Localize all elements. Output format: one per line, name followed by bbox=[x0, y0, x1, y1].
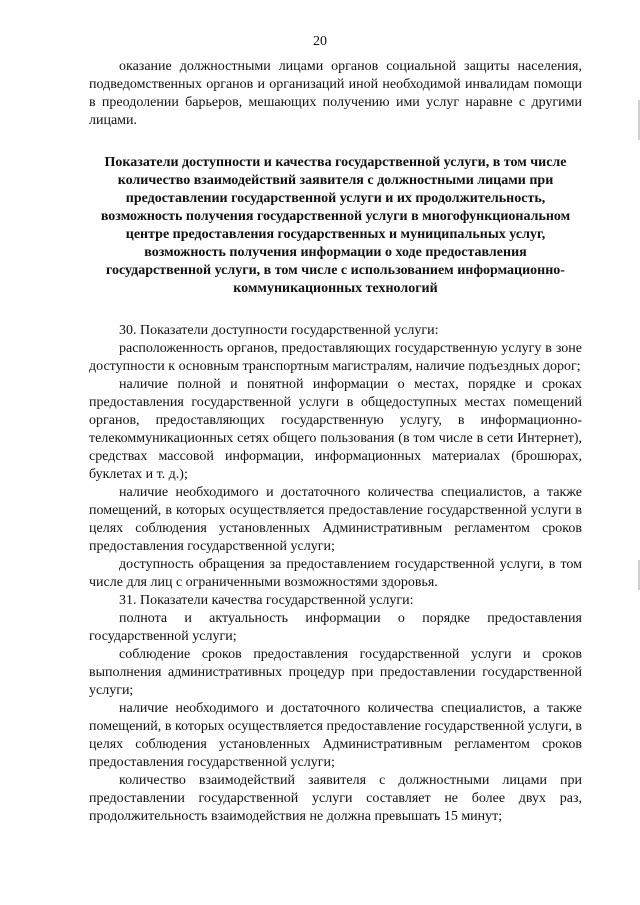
paragraph-30-title: 30. Показатели доступности государственной услуги: bbox=[119, 323, 439, 338]
paragraph-accessibility: доступность обращения за предоставлением государственной услуги, в том числе для лиц с ограниченными возможностями здоровья. bbox=[89, 557, 582, 590]
paragraph-specialists-quality: наличие необходимого и достаточного количества специалистов, а также помещений, в которых осуществляется предоставление государственной услуги, в целях соблюдения установленных Административным регламентом сроков предоставления государственной услуги; bbox=[89, 701, 582, 770]
paragraph-completeness: полнота и актуальность информации о порядке предоставления государственной услуги; bbox=[89, 611, 582, 644]
paragraph-information: наличие полной и понятной информации о местах, порядке и сроках предоставления государственной услуги в общедоступных местах помещений органов, предоставляющих государственную услугу, в информационно-телекоммуникационных сетях общего пользования (в том числе в сети Интернет), средствах массовой информации, информационных материалах (брошюрах, буклетах и т. д.); bbox=[89, 377, 582, 482]
paragraph-location: расположенность органов, предоставляющих государственную услугу в зоне доступности к основным транспортным магистралям, наличие подъездных дорог; bbox=[89, 341, 582, 374]
page-number: 20 bbox=[313, 34, 327, 49]
section-heading: Показатели доступности и качества государственной услуги, в том числе количество взаимодействий заявителя с должностными лицами при предоставлении государственной услуги и их продолжительность, возможность получения государственной услуги в многофункциональном центре предоставления государственных и муниципальных услуг, возможность получения информации о ходе предоставления государственной услуги, в том числе с использованием информационно-коммуникационных технологий bbox=[100, 155, 571, 296]
page-content bbox=[89, 58, 582, 826]
intro-paragraph: оказание должностными лицами органов социальной защиты населения, подведомственных органов и организаций иной необходимой инвалидам помощи в преодолении барьеров, мешающих получению ими услуг наравне с другими лицами. bbox=[89, 59, 582, 128]
paragraph-deadlines: соблюдение сроков предоставления государственной услуги и сроков выполнения административных процедур при предоставлении государственной услуги; bbox=[89, 647, 582, 698]
paragraph-specialists-availability: наличие необходимого и достаточного количества специалистов, а также помещений, в которых осуществляется предоставление государственной услуги в целях соблюдения установленных Административным регламентом сроков предоставления государственной услуги; bbox=[89, 485, 582, 554]
paragraph-31-title: 31. Показатели качества государственной услуги: bbox=[119, 593, 414, 608]
paragraph-interactions: количество взаимодействий заявителя с должностными лицами при предоставлении государственной услуги составляет не более двух раз, продолжительность взаимодействия не должна превышать 15 минут; bbox=[89, 773, 582, 824]
